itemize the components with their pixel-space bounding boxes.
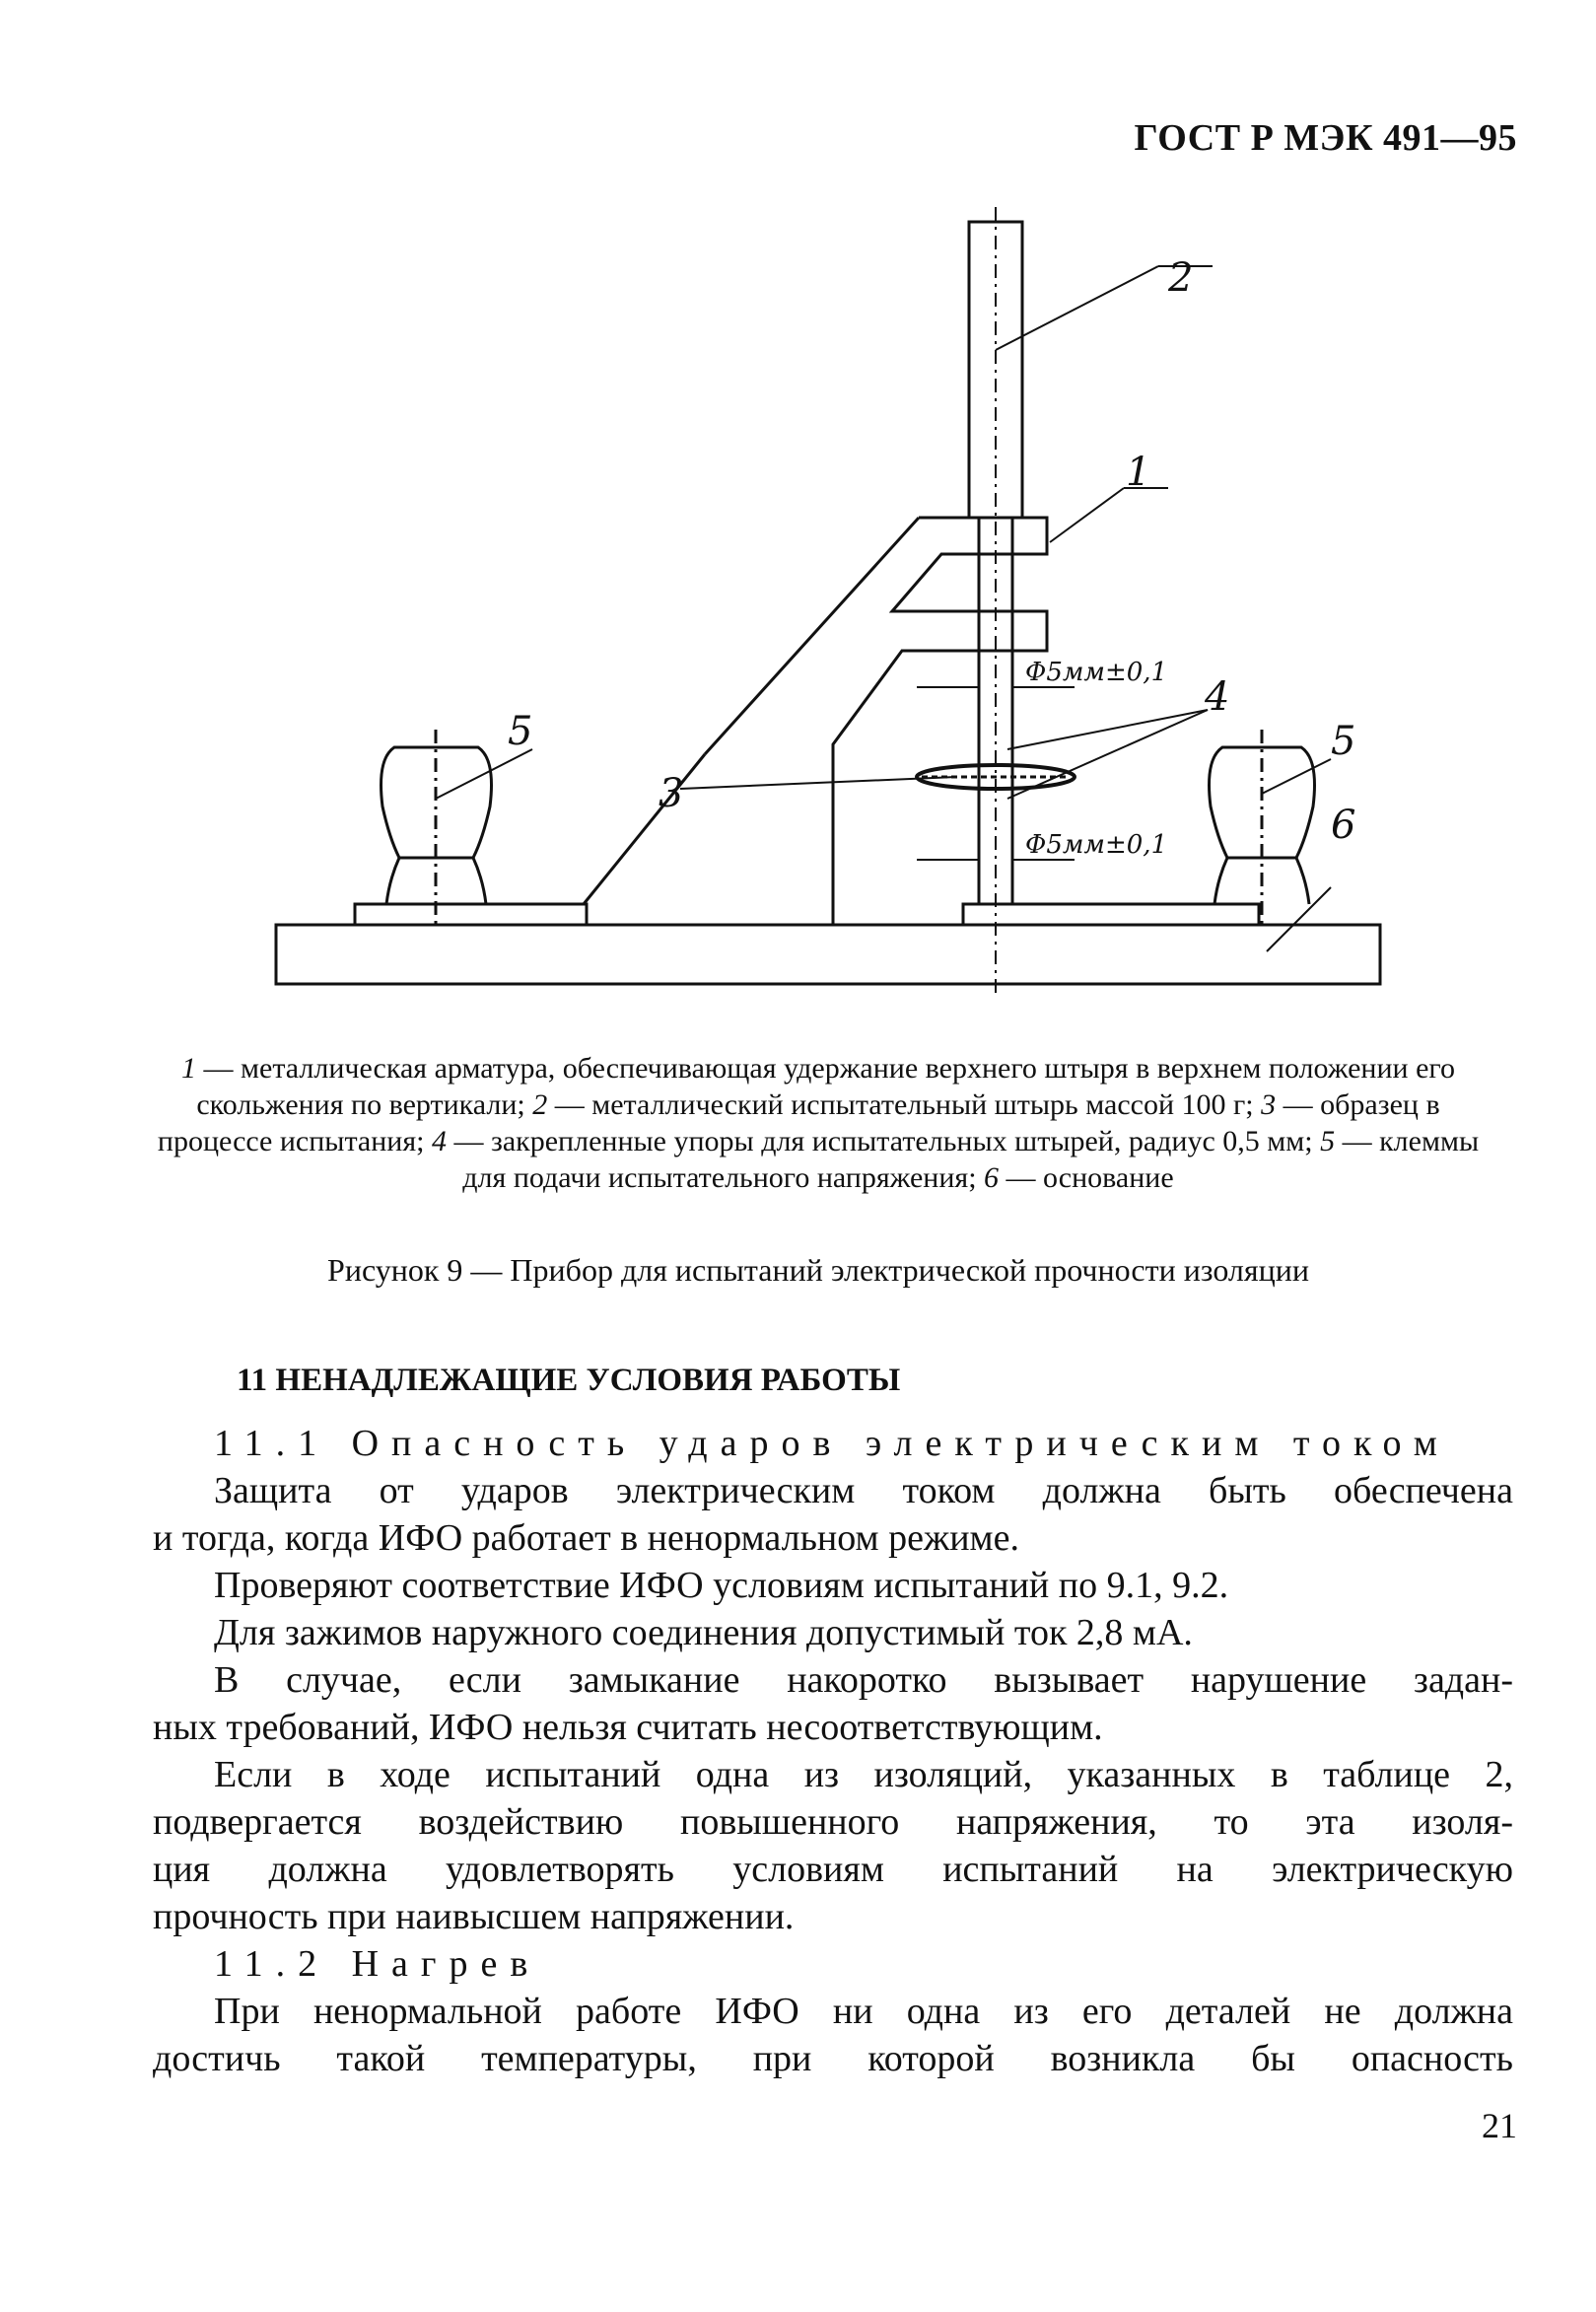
legend-text: — образец в процессе испытания; [157,1088,1440,1157]
section-title: 11 НЕНАДЛЕЖАЩИЕ УСЛОВИЯ РАБОТЫ [237,1363,901,1398]
label-4: 4 [1205,674,1230,720]
label-2: 2 [1168,255,1194,301]
legend-num: 2 [532,1088,548,1121]
label-6: 6 [1331,803,1356,848]
paragraph-line: прочность при наивысшем напряжении. [153,1896,795,1937]
base-plate [276,925,1380,984]
legend-num: 5 [1320,1125,1336,1157]
legend-text: — основание [999,1161,1174,1194]
apparatus-drawing [266,207,1400,996]
right-pad [963,904,1259,925]
page-number: 21 [1482,2106,1517,2145]
paragraph-line: и тогда, когда ИФО работает в ненормальном режиме. [153,1517,1019,1559]
legend-text: — металлическая арматура, обеспечивающая удержание верхнего штыря в верхнем положении его скольжения по вертикали; [196,1052,1455,1121]
subsection-heading: 11.1 Опасность ударов электрическим током [214,1423,1450,1464]
dim-top-label: Φ5мм±0,1 [1025,658,1168,687]
paragraph-line: ных требований, ИФО нельзя считать несоответствующим. [153,1707,1103,1748]
document-header: ГОСТ Р МЭК 491—95 [1134,117,1517,159]
paragraph: Для зажимов наружного соединения допустимый ток 2,8 мА. [214,1612,1193,1653]
legend-num: 6 [984,1161,1000,1194]
paragraph-line: В случае, если замыкание накоротко вызывает нарушение задан- [214,1659,1513,1701]
legend-num: 1 [181,1052,197,1085]
left-terminal-pad [355,904,587,925]
paragraph-line: ция должна удовлетворять условиям испытаний на электрическую [153,1849,1513,1890]
figure-caption: Рисунок 9 — Прибор для испытаний электрической прочности изоляции [327,1252,1309,1288]
legend-num: 3 [1261,1088,1277,1121]
label-5-right: 5 [1331,719,1356,764]
figure-legend [153,1050,1484,1196]
legend-text: — клеммы для подачи испытательного напряжения; [462,1125,1480,1194]
label-5-left: 5 [508,709,533,754]
label-1: 1 [1126,450,1151,495]
paragraph-line: достичь такой температуры, при которой возникла бы опасность [153,2038,1513,2079]
paragraph: Проверяют соответствие ИФО условиям испытаний по 9.1, 9.2. [214,1565,1229,1606]
label-3: 3 [659,771,684,816]
section-body [153,1420,1513,2082]
legend-text: — закрепленные упоры для испытательных штырей, радиус 0,5 мм; [447,1125,1321,1157]
paragraph-line: При ненормальной работе ИФО ни одна из его деталей не должна [214,1991,1513,2032]
paragraph-line: Защита от ударов электрическим током должна быть обеспечена [214,1470,1513,1511]
figure-9-apparatus [266,207,1400,996]
dim-bottom-label: Φ5мм±0,1 [1025,830,1168,860]
subsection-heading: 11.2 Нагрев [214,1943,541,1985]
legend-text: — металлический испытательный штырь массой 100 г; [547,1088,1262,1121]
paragraph-line: Если в ходе испытаний одна из изоляций, указанных в таблице 2, [214,1754,1513,1795]
legend-num: 4 [432,1125,447,1157]
paragraph-line: подвергается воздействию повышенного напряжения, то эта изоля- [153,1801,1513,1843]
